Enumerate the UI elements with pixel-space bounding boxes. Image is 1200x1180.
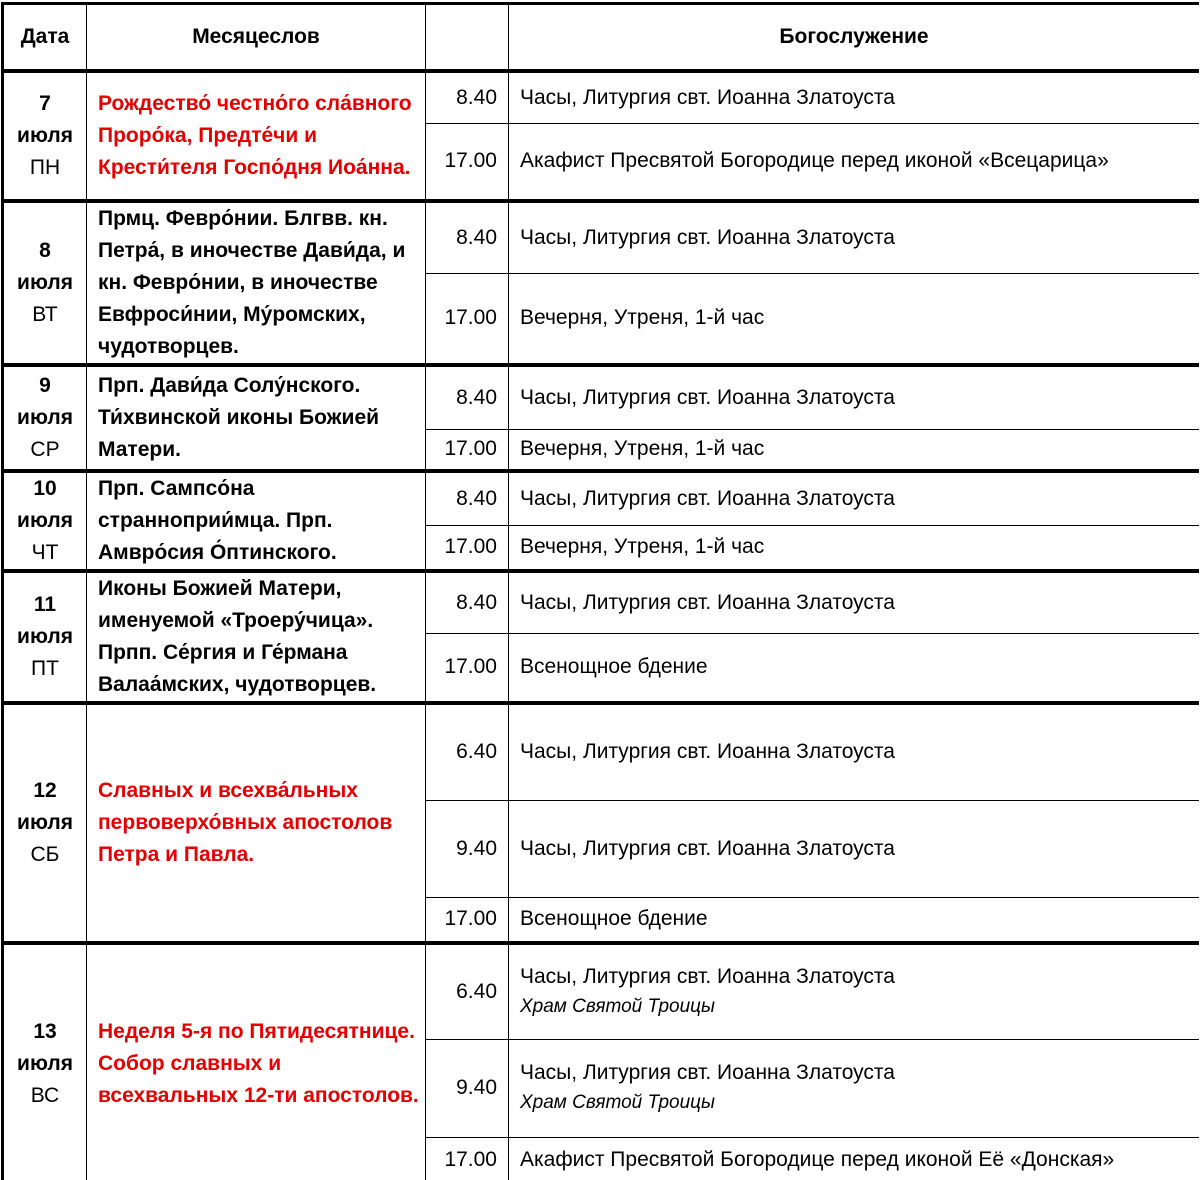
day-block bbox=[3, 365, 1200, 471]
service-time: 17.00 bbox=[426, 897, 509, 943]
day-block bbox=[3, 201, 1200, 365]
service-text: Всенощное бдение bbox=[509, 897, 1200, 943]
service-time: 17.00 bbox=[426, 633, 509, 703]
header-time bbox=[426, 4, 509, 72]
schedule-sheet bbox=[1, 2, 1199, 1180]
weekday: СР bbox=[30, 438, 60, 461]
month-name: июля bbox=[17, 625, 73, 648]
month-name: июля bbox=[17, 406, 73, 429]
service-row bbox=[3, 943, 1200, 1039]
service-row bbox=[3, 71, 1200, 123]
service-location-note: Храм Святой Троицы bbox=[520, 995, 716, 1017]
day-number: 12 bbox=[33, 779, 57, 802]
header-service: Богослужение bbox=[509, 4, 1200, 72]
day-number: 8 bbox=[39, 239, 51, 262]
date-cell bbox=[3, 71, 87, 201]
service-cell bbox=[509, 1039, 1200, 1137]
day-number: 11 bbox=[33, 593, 57, 616]
service-time: 8.40 bbox=[426, 71, 509, 123]
service-location-note: Храм Святой Троицы bbox=[520, 1092, 716, 1113]
date-cell bbox=[3, 943, 87, 1180]
date-cell bbox=[3, 365, 87, 471]
service-text: Всенощное бдение bbox=[509, 633, 1200, 703]
day-block bbox=[3, 703, 1200, 943]
service-time: 6.40 bbox=[426, 703, 509, 800]
service-row bbox=[3, 471, 1200, 525]
service-text: Часы, Литургия свт. Иоанна Златоуста bbox=[509, 471, 1200, 525]
service-text: Часы, Литургия свт. Иоанна Златоуста bbox=[520, 1061, 895, 1084]
service-time: 9.40 bbox=[426, 800, 509, 897]
day-block bbox=[3, 471, 1200, 571]
day-number: 10 bbox=[33, 477, 57, 500]
service-text: Акафист Пресвятой Богородице перед иконой Её «Донская» bbox=[509, 1137, 1200, 1180]
date-cell bbox=[3, 571, 87, 703]
service-time: 8.40 bbox=[426, 571, 509, 633]
service-row bbox=[3, 365, 1200, 429]
service-text: Вечерня, Утреня, 1-й час bbox=[509, 525, 1200, 571]
service-text: Часы, Литургия свт. Иоанна Златоуста bbox=[520, 964, 895, 988]
saint-cell: Прмц. Февро́нии. Блгвв. кн. Петра́, в иночестве Дави́да, и кн. Февро́нии, в иночестве Евфроси́нии, Му́ромских, чудотворцев. bbox=[87, 201, 426, 365]
day-number: 7 bbox=[39, 92, 51, 115]
table-header bbox=[3, 4, 1200, 72]
service-time: 8.40 bbox=[426, 365, 509, 429]
service-text: Часы, Литургия свт. Иоанна Златоуста bbox=[509, 800, 1200, 897]
service-text: Часы, Литургия свт. Иоанна Златоуста bbox=[509, 365, 1200, 429]
service-text: Часы, Литургия свт. Иоанна Златоуста bbox=[509, 201, 1200, 273]
date-cell bbox=[3, 703, 87, 943]
service-time: 8.40 bbox=[426, 471, 509, 525]
month-name: июля bbox=[17, 509, 73, 532]
month-name: июля bbox=[17, 271, 73, 294]
service-row bbox=[3, 201, 1200, 273]
service-text: Вечерня, Утреня, 1-й час bbox=[509, 429, 1200, 471]
service-text: Вечерня, Утреня, 1-й час bbox=[509, 273, 1200, 365]
service-text: Часы, Литургия свт. Иоанна Златоуста bbox=[509, 571, 1200, 633]
date-cell bbox=[3, 201, 87, 365]
service-time: 17.00 bbox=[426, 525, 509, 571]
day-block bbox=[3, 943, 1200, 1180]
header-saints: Месяцеслов bbox=[87, 4, 426, 72]
service-row bbox=[3, 703, 1200, 800]
day-number: 9 bbox=[39, 374, 51, 397]
service-time: 17.00 bbox=[426, 429, 509, 471]
month-name: июля bbox=[17, 811, 73, 834]
service-cell bbox=[509, 943, 1200, 1039]
month-name: июля bbox=[17, 1051, 73, 1075]
saint-cell: Прп. Сампсо́на странноприи́мца. Прп. Амвро́сия О́птинского. bbox=[87, 471, 426, 571]
date-cell bbox=[3, 471, 87, 571]
service-text: Часы, Литургия свт. Иоанна Златоуста bbox=[509, 703, 1200, 800]
service-row bbox=[3, 571, 1200, 633]
saint-cell: Славных и всехва́льных первоверхо́вных апостолов Петра и Павла. bbox=[87, 703, 426, 943]
service-time: 17.00 bbox=[426, 1137, 509, 1180]
service-time: 8.40 bbox=[426, 201, 509, 273]
weekday: ВТ bbox=[32, 303, 58, 326]
service-time: 9.40 bbox=[426, 1039, 509, 1137]
month-name: июля bbox=[17, 124, 73, 147]
saint-cell: Неделя 5-я по Пятидесятнице. Собор славных и всехвальных 12-ти апостолов. bbox=[87, 943, 426, 1180]
service-text: Акафист Пресвятой Богородице перед иконой «Всецарица» bbox=[509, 123, 1200, 201]
saint-cell: Рождество́ честно́го сла́вного Проро́ка, Предте́чи и Крести́теля Госпо́дня Иоа́нна. bbox=[87, 71, 426, 201]
service-time: 17.00 bbox=[426, 273, 509, 365]
day-block bbox=[3, 71, 1200, 201]
weekday: ЧТ bbox=[31, 541, 59, 564]
header-date: Дата bbox=[3, 4, 87, 72]
saint-cell: Прп. Дави́да Солу́нского. Ти́хвинской иконы Божией Матери. bbox=[87, 365, 426, 471]
schedule-table bbox=[1, 2, 1199, 1180]
day-number: 13 bbox=[33, 1019, 57, 1043]
day-block bbox=[3, 571, 1200, 703]
weekday: СБ bbox=[30, 843, 60, 866]
service-time: 6.40 bbox=[426, 943, 509, 1039]
saint-cell: Иконы Божией Матери, именуемой «Троеру́чица». Прпп. Се́ргия и Ге́рмана Валаа́мских, чудотворцев. bbox=[87, 571, 426, 703]
service-text: Часы, Литургия свт. Иоанна Златоуста bbox=[509, 71, 1200, 123]
weekday: ПН bbox=[29, 156, 61, 179]
service-time: 17.00 bbox=[426, 123, 509, 201]
weekday: ВС bbox=[30, 1083, 60, 1107]
weekday: ПТ bbox=[31, 657, 59, 680]
